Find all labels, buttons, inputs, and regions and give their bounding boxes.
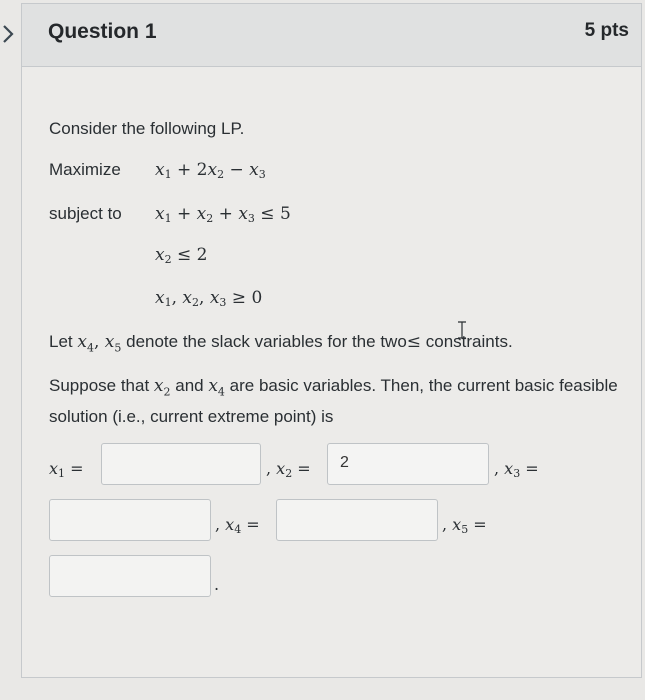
question-points: 5 pts [584, 20, 629, 41]
objective-function: $x_1 + 2x_2 - x_3$ [155, 160, 266, 181]
chevron-right-icon[interactable] [0, 22, 18, 46]
x1-answer-input[interactable] [101, 443, 261, 485]
x3-answer-input[interactable] [49, 499, 211, 541]
end-period: . [214, 575, 220, 594]
constraint-nonnegativity: $x_1$, $x_2$, $x_3 \ge 0$ [155, 288, 263, 309]
x2-label: , $x_2$ = [266, 459, 311, 480]
text-cursor-icon [455, 320, 469, 340]
x4-label: , $x_4$ = [215, 515, 260, 536]
x5-label: , $x_5$ = [442, 515, 487, 536]
x2-answer-input[interactable]: 2 [327, 443, 489, 485]
question-title: Question 1 [48, 20, 157, 43]
maximize-label: Maximize [49, 160, 121, 179]
question-header [22, 4, 641, 67]
constraint-2: $x_2 \le 2$ [155, 245, 208, 266]
x4-answer-input[interactable] [276, 499, 438, 541]
slack-vars: $x_4$, $x_5$ [77, 332, 122, 355]
slack-prefix: Let [49, 332, 73, 351]
lp-intro: Consider the following LP. [49, 119, 245, 138]
subject-to-label: subject to [49, 204, 122, 223]
slack-suffix: constraints. [425, 332, 513, 351]
slack-middle: denote the slack variables for the two [126, 332, 407, 351]
slack-symbol: ≤ [406, 332, 422, 352]
question-card [21, 3, 642, 678]
x3-label: , $x_3$ = [494, 459, 539, 480]
x5-answer-input[interactable] [49, 555, 211, 597]
constraint-1: $x_1 + x_2 + x_3 \le 5$ [155, 204, 291, 225]
basic-variables-prompt: Suppose that $x_2$ and $x_4$ are basic variables. Then, the current basic feasible solution (i.e., current extreme point) is [49, 376, 618, 427]
x1-label: $x_1$ = [49, 459, 84, 480]
slack-statement [49, 329, 619, 360]
